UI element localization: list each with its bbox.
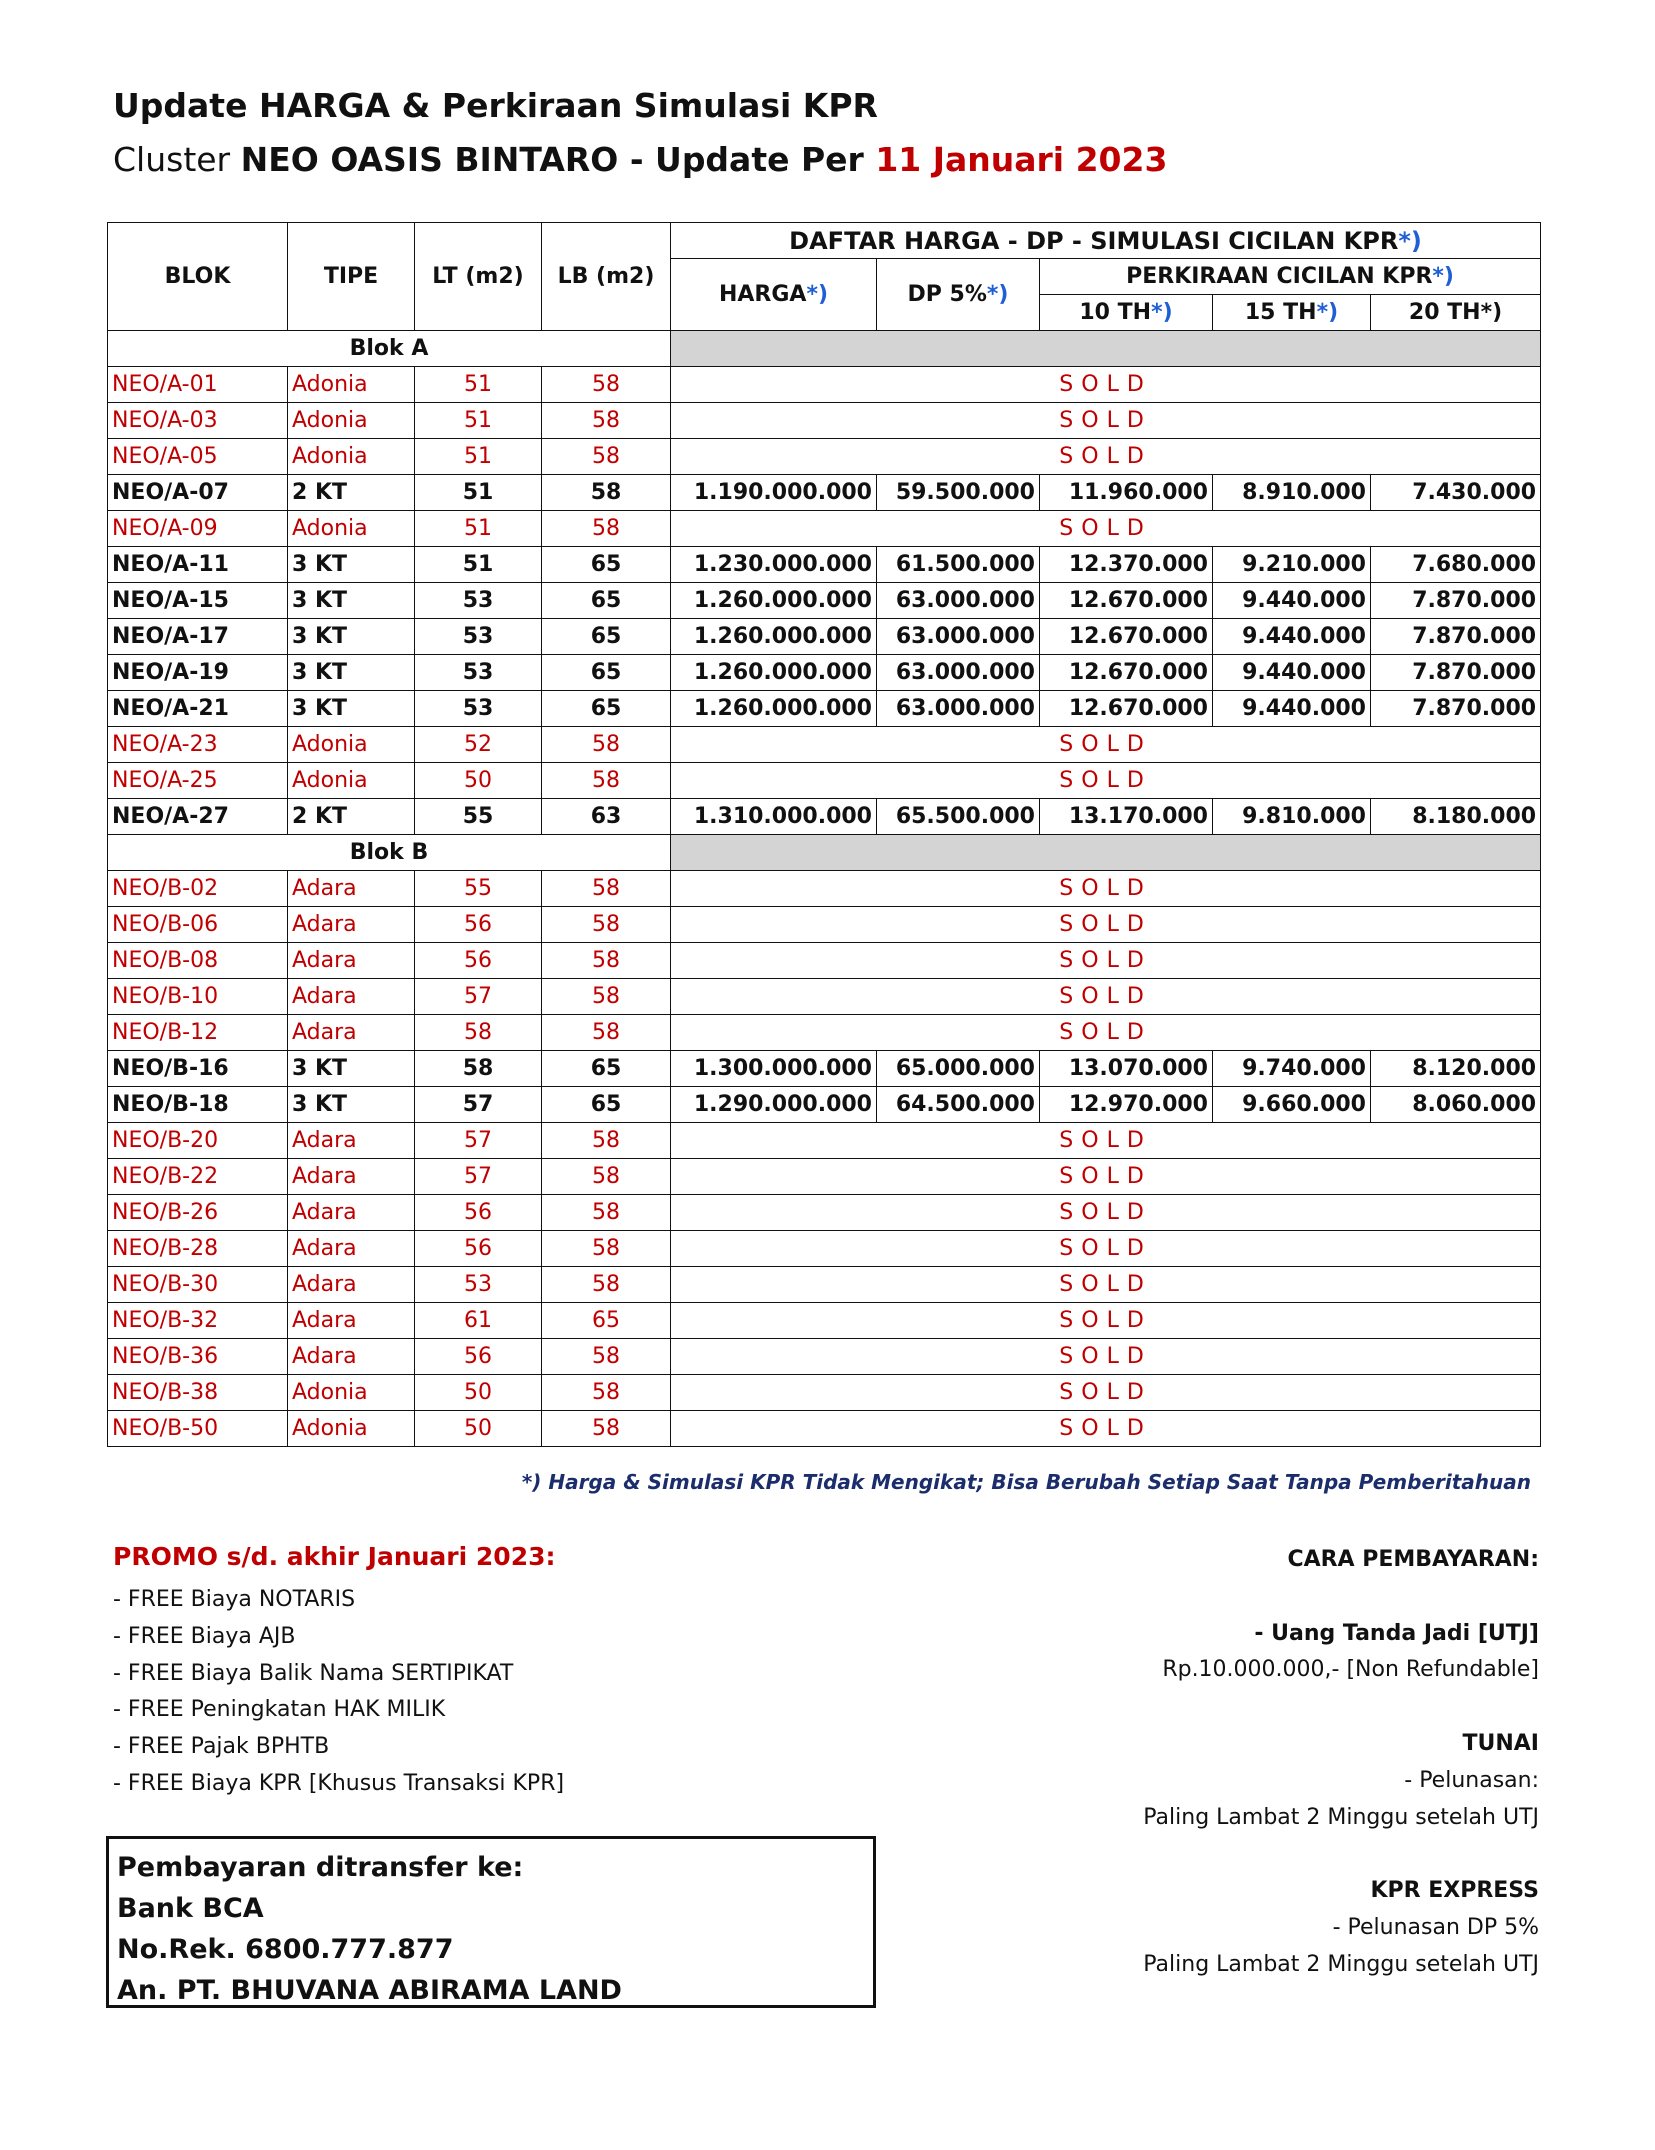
price: 1.260.000.000 <box>671 583 877 619</box>
col-header-daftar: DAFTAR HARGA - DP - SIMULASI CICILAN KPR*) <box>671 223 1541 259</box>
down-payment: 65.500.000 <box>877 799 1040 835</box>
unit-type: 3 KT <box>288 691 415 727</box>
unit-type: Adara <box>288 1231 415 1267</box>
installment-20y: 8.120.000 <box>1371 1051 1541 1087</box>
unit-type: Adara <box>288 1195 415 1231</box>
sold-label: SOLD <box>671 1411 1541 1447</box>
price: 1.290.000.000 <box>671 1087 877 1123</box>
unit-type: Adonia <box>288 439 415 475</box>
bank-line2: Bank BCA <box>117 1893 264 1924</box>
installment-15y: 9.440.000 <box>1213 583 1371 619</box>
unit-type: Adara <box>288 907 415 943</box>
land-area: 57 <box>415 1159 542 1195</box>
installment-15y: 9.440.000 <box>1213 619 1371 655</box>
promo-item: - FREE Biaya KPR [Khusus Transaksi KPR] <box>113 1770 565 1796</box>
section-label: Blok B <box>108 835 671 871</box>
price-table <box>107 222 1541 1447</box>
unit-type: 3 KT <box>288 1051 415 1087</box>
installment-10y: 12.370.000 <box>1040 547 1213 583</box>
installment-10y: 12.670.000 <box>1040 691 1213 727</box>
table-row <box>108 979 1541 1015</box>
table-row <box>108 1267 1541 1303</box>
sold-label: SOLD <box>671 907 1541 943</box>
land-area: 51 <box>415 439 542 475</box>
unit-type: Adara <box>288 1159 415 1195</box>
installment-10y: 12.670.000 <box>1040 655 1213 691</box>
section-row <box>108 331 1541 367</box>
unit-id: NEO/A-01 <box>108 367 288 403</box>
building-area: 58 <box>542 727 671 763</box>
col-header-lt: LT (m2) <box>415 223 542 331</box>
table-row <box>108 907 1541 943</box>
kpr-title: KPR EXPRESS <box>1370 1878 1539 1904</box>
land-area: 51 <box>415 367 542 403</box>
utj-value: Rp.10.000.000,- [Non Refundable] <box>1162 1657 1539 1683</box>
land-area: 53 <box>415 691 542 727</box>
down-payment: 63.000.000 <box>877 619 1040 655</box>
section-label: Blok A <box>108 331 671 367</box>
building-area: 58 <box>542 1267 671 1303</box>
building-area: 58 <box>542 1375 671 1411</box>
price: 1.230.000.000 <box>671 547 877 583</box>
installment-20y: 7.430.000 <box>1371 475 1541 511</box>
land-area: 50 <box>415 1375 542 1411</box>
col-header-harga: HARGA*) <box>671 259 877 331</box>
section-fill <box>671 331 1541 367</box>
building-area: 65 <box>542 1303 671 1339</box>
building-area: 58 <box>542 871 671 907</box>
sold-label: SOLD <box>671 871 1541 907</box>
land-area: 56 <box>415 943 542 979</box>
unit-id: NEO/A-05 <box>108 439 288 475</box>
unit-id: NEO/A-07 <box>108 475 288 511</box>
col-header-10th: 10 TH*) <box>1040 295 1213 331</box>
col-header-perkiraan: PERKIRAAN CICILAN KPR*) <box>1040 259 1541 295</box>
building-area: 65 <box>542 655 671 691</box>
col-header-dp: DP 5%*) <box>877 259 1040 331</box>
building-area: 58 <box>542 907 671 943</box>
building-area: 63 <box>542 799 671 835</box>
unit-type: 3 KT <box>288 619 415 655</box>
land-area: 57 <box>415 1123 542 1159</box>
installment-15y: 9.440.000 <box>1213 655 1371 691</box>
installment-15y: 8.910.000 <box>1213 475 1371 511</box>
sold-label: SOLD <box>671 403 1541 439</box>
unit-type: 2 KT <box>288 799 415 835</box>
unit-type: Adara <box>288 1267 415 1303</box>
unit-id: NEO/B-06 <box>108 907 288 943</box>
unit-type: 3 KT <box>288 1087 415 1123</box>
unit-id: NEO/B-16 <box>108 1051 288 1087</box>
down-payment: 63.000.000 <box>877 691 1040 727</box>
unit-id: NEO/A-23 <box>108 727 288 763</box>
land-area: 50 <box>415 763 542 799</box>
installment-20y: 7.870.000 <box>1371 655 1541 691</box>
unit-type: Adara <box>288 943 415 979</box>
unit-id: NEO/A-03 <box>108 403 288 439</box>
building-area: 65 <box>542 619 671 655</box>
building-area: 58 <box>542 1123 671 1159</box>
installment-10y: 12.670.000 <box>1040 583 1213 619</box>
installment-15y: 9.660.000 <box>1213 1087 1371 1123</box>
promo-item: - FREE Pajak BPHTB <box>113 1734 330 1760</box>
building-area: 58 <box>542 1195 671 1231</box>
table-row <box>108 799 1541 835</box>
sold-label: SOLD <box>671 367 1541 403</box>
land-area: 53 <box>415 619 542 655</box>
price: 1.310.000.000 <box>671 799 877 835</box>
table-row <box>108 1015 1541 1051</box>
update-date: 11 Januari 2023 <box>875 140 1168 179</box>
down-payment: 59.500.000 <box>877 475 1040 511</box>
sold-label: SOLD <box>671 1123 1541 1159</box>
table-row <box>108 367 1541 403</box>
unit-type: 3 KT <box>288 655 415 691</box>
land-area: 57 <box>415 979 542 1015</box>
subtitle-mid: - Update Per <box>618 140 876 179</box>
sold-label: SOLD <box>671 511 1541 547</box>
down-payment: 63.000.000 <box>877 655 1040 691</box>
unit-id: NEO/A-09 <box>108 511 288 547</box>
building-area: 58 <box>542 403 671 439</box>
building-area: 58 <box>542 1411 671 1447</box>
unit-id: NEO/B-30 <box>108 1267 288 1303</box>
building-area: 58 <box>542 439 671 475</box>
table-row <box>108 1303 1541 1339</box>
table-row <box>108 1231 1541 1267</box>
sold-label: SOLD <box>671 763 1541 799</box>
table-row <box>108 943 1541 979</box>
table-row <box>108 511 1541 547</box>
unit-id: NEO/B-32 <box>108 1303 288 1339</box>
price-table-body <box>108 331 1541 1447</box>
table-row <box>108 727 1541 763</box>
unit-type: Adonia <box>288 763 415 799</box>
col-header-tipe: TIPE <box>288 223 415 331</box>
promo-item: - FREE Peningkatan HAK MILIK <box>113 1697 446 1723</box>
price: 1.260.000.000 <box>671 619 877 655</box>
building-area: 58 <box>542 1339 671 1375</box>
installment-15y: 9.210.000 <box>1213 547 1371 583</box>
sold-label: SOLD <box>671 727 1541 763</box>
table-row <box>108 763 1541 799</box>
sold-label: SOLD <box>671 1195 1541 1231</box>
table-row <box>108 871 1541 907</box>
sold-label: SOLD <box>671 1267 1541 1303</box>
section-fill <box>671 835 1541 871</box>
table-row <box>108 1159 1541 1195</box>
unit-type: Adara <box>288 979 415 1015</box>
installment-20y: 7.870.000 <box>1371 691 1541 727</box>
land-area: 61 <box>415 1303 542 1339</box>
installment-15y: 9.740.000 <box>1213 1051 1371 1087</box>
unit-id: NEO/A-25 <box>108 763 288 799</box>
building-area: 65 <box>542 691 671 727</box>
installment-20y: 7.680.000 <box>1371 547 1541 583</box>
building-area: 65 <box>542 547 671 583</box>
promo-item: - FREE Biaya Balik Nama SERTIPIKAT <box>113 1660 514 1686</box>
unit-id: NEO/B-38 <box>108 1375 288 1411</box>
promo-item: - FREE Biaya NOTARIS <box>113 1587 356 1612</box>
price: 1.260.000.000 <box>671 655 877 691</box>
spacer <box>1019 1689 1539 1726</box>
table-row <box>108 1087 1541 1123</box>
land-area: 56 <box>415 1339 542 1375</box>
down-payment: 64.500.000 <box>877 1087 1040 1123</box>
sold-label: SOLD <box>671 943 1541 979</box>
down-payment: 65.000.000 <box>877 1051 1040 1087</box>
unit-type: Adonia <box>288 403 415 439</box>
unit-type: Adonia <box>288 1375 415 1411</box>
col-header-lb: LB (m2) <box>542 223 671 331</box>
sold-label: SOLD <box>671 439 1541 475</box>
building-area: 58 <box>542 367 671 403</box>
unit-type: 2 KT <box>288 475 415 511</box>
price: 1.300.000.000 <box>671 1051 877 1087</box>
land-area: 52 <box>415 727 542 763</box>
unit-id: NEO/B-18 <box>108 1087 288 1123</box>
land-area: 55 <box>415 799 542 835</box>
installment-20y: 8.060.000 <box>1371 1087 1541 1123</box>
bank-transfer-box <box>106 1836 876 2008</box>
building-area: 65 <box>542 1087 671 1123</box>
payment-title: CARA PEMBAYARAN: <box>1287 1547 1539 1572</box>
building-area: 58 <box>542 943 671 979</box>
land-area: 58 <box>415 1051 542 1087</box>
promo-item: - FREE Biaya AJB <box>113 1623 296 1649</box>
tunai-line2: Paling Lambat 2 Minggu setelah UTJ <box>1143 1804 1539 1830</box>
unit-id: NEO/B-08 <box>108 943 288 979</box>
sold-label: SOLD <box>671 1375 1541 1411</box>
page-subtitle <box>113 140 1167 179</box>
installment-15y: 9.810.000 <box>1213 799 1371 835</box>
unit-type: Adonia <box>288 727 415 763</box>
unit-id: NEO/B-26 <box>108 1195 288 1231</box>
land-area: 51 <box>415 403 542 439</box>
land-area: 53 <box>415 655 542 691</box>
bank-line1: Pembayaran ditransfer ke: <box>117 1852 524 1883</box>
unit-type: Adara <box>288 871 415 907</box>
sold-label: SOLD <box>671 1339 1541 1375</box>
table-row <box>108 1339 1541 1375</box>
building-area: 58 <box>542 475 671 511</box>
unit-id: NEO/B-22 <box>108 1159 288 1195</box>
unit-id: NEO/A-17 <box>108 619 288 655</box>
col-header-20th: 20 TH*) <box>1371 295 1541 331</box>
unit-type: Adara <box>288 1015 415 1051</box>
page-title: Update HARGA & Perkiraan Simulasi KPR <box>113 86 878 125</box>
sold-label: SOLD <box>671 1231 1541 1267</box>
table-row <box>108 439 1541 475</box>
land-area: 56 <box>415 907 542 943</box>
tunai-title: TUNAI <box>1462 1730 1539 1756</box>
table-row <box>108 691 1541 727</box>
building-area: 65 <box>542 1051 671 1087</box>
unit-id: NEO/A-21 <box>108 691 288 727</box>
unit-id: NEO/B-02 <box>108 871 288 907</box>
unit-id: NEO/A-19 <box>108 655 288 691</box>
table-row <box>108 475 1541 511</box>
unit-id: NEO/B-10 <box>108 979 288 1015</box>
unit-type: 3 KT <box>288 547 415 583</box>
unit-type: Adara <box>288 1339 415 1375</box>
price: 1.190.000.000 <box>671 475 877 511</box>
sold-label: SOLD <box>671 979 1541 1015</box>
payment-methods <box>1019 1542 1539 1984</box>
building-area: 58 <box>542 511 671 547</box>
sold-label: SOLD <box>671 1303 1541 1339</box>
footnote: *) Harga & Simulasi KPR Tidak Mengikat; Bisa Berubah Setiap Saat Tanpa Pemberitahuan <box>521 1470 1531 1494</box>
tunai-line1: - Pelunasan: <box>1404 1767 1539 1793</box>
unit-type: Adonia <box>288 511 415 547</box>
land-area: 51 <box>415 547 542 583</box>
cluster-name: NEO OASIS BINTARO <box>240 140 619 179</box>
building-area: 65 <box>542 583 671 619</box>
installment-10y: 12.670.000 <box>1040 619 1213 655</box>
table-row <box>108 655 1541 691</box>
unit-type: Adonia <box>288 367 415 403</box>
unit-type: Adara <box>288 1123 415 1159</box>
building-area: 58 <box>542 1159 671 1195</box>
price: 1.260.000.000 <box>671 691 877 727</box>
kpr-line2: Paling Lambat 2 Minggu setelah UTJ <box>1143 1951 1539 1977</box>
installment-10y: 13.170.000 <box>1040 799 1213 835</box>
unit-id: NEO/B-36 <box>108 1339 288 1375</box>
land-area: 56 <box>415 1231 542 1267</box>
section-row <box>108 835 1541 871</box>
unit-id: NEO/A-15 <box>108 583 288 619</box>
installment-10y: 13.070.000 <box>1040 1051 1213 1087</box>
bank-holder: An. PT. BHUVANA ABIRAMA LAND <box>117 1975 622 2006</box>
unit-type: Adara <box>288 1303 415 1339</box>
installment-20y: 7.870.000 <box>1371 583 1541 619</box>
spacer <box>1019 1836 1539 1873</box>
land-area: 56 <box>415 1195 542 1231</box>
installment-20y: 8.180.000 <box>1371 799 1541 835</box>
land-area: 53 <box>415 583 542 619</box>
down-payment: 63.000.000 <box>877 583 1040 619</box>
unit-id: NEO/B-20 <box>108 1123 288 1159</box>
kpr-line1: - Pelunasan DP 5% <box>1332 1914 1539 1940</box>
table-row <box>108 1123 1541 1159</box>
table-row <box>108 1411 1541 1447</box>
building-area: 58 <box>542 1015 671 1051</box>
unit-id: NEO/B-50 <box>108 1411 288 1447</box>
building-area: 58 <box>542 763 671 799</box>
promo-title: PROMO s/d. akhir Januari 2023: <box>113 1542 556 1571</box>
land-area: 51 <box>415 511 542 547</box>
installment-20y: 7.870.000 <box>1371 619 1541 655</box>
table-row <box>108 547 1541 583</box>
land-area: 50 <box>415 1411 542 1447</box>
building-area: 58 <box>542 979 671 1015</box>
bank-account: No.Rek. 6800.777.877 <box>117 1934 454 1965</box>
table-row <box>108 403 1541 439</box>
unit-id: NEO/B-12 <box>108 1015 288 1051</box>
land-area: 58 <box>415 1015 542 1051</box>
unit-type: 3 KT <box>288 583 415 619</box>
unit-id: NEO/A-27 <box>108 799 288 835</box>
unit-type: Adonia <box>288 1411 415 1447</box>
col-header-15th: 15 TH*) <box>1213 295 1371 331</box>
land-area: 53 <box>415 1267 542 1303</box>
installment-10y: 12.970.000 <box>1040 1087 1213 1123</box>
sold-label: SOLD <box>671 1159 1541 1195</box>
table-row <box>108 1195 1541 1231</box>
unit-id: NEO/A-11 <box>108 547 288 583</box>
building-area: 58 <box>542 1231 671 1267</box>
installment-15y: 9.440.000 <box>1213 691 1371 727</box>
table-row <box>108 1051 1541 1087</box>
land-area: 51 <box>415 475 542 511</box>
table-row <box>108 1375 1541 1411</box>
installment-10y: 11.960.000 <box>1040 475 1213 511</box>
subtitle-prefix: Cluster <box>113 140 241 179</box>
table-row <box>108 619 1541 655</box>
promo-list <box>113 1582 564 1803</box>
col-header-blok: BLOK <box>108 223 288 331</box>
utj-label: - Uang Tanda Jadi [UTJ] <box>1254 1620 1539 1646</box>
unit-id: NEO/B-28 <box>108 1231 288 1267</box>
sold-label: SOLD <box>671 1015 1541 1051</box>
table-row <box>108 583 1541 619</box>
land-area: 57 <box>415 1087 542 1123</box>
spacer <box>1019 1579 1539 1616</box>
land-area: 55 <box>415 871 542 907</box>
down-payment: 61.500.000 <box>877 547 1040 583</box>
